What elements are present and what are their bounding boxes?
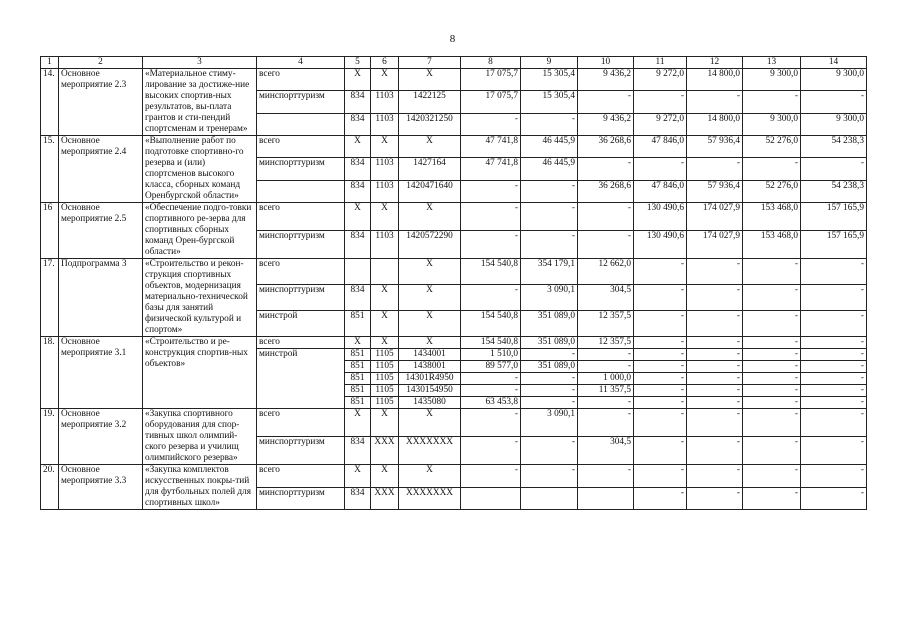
table-cell: 1103 [371,91,399,113]
table-cell: X [371,337,399,349]
table-cell: Подпрограмма 3 [59,259,143,337]
table-cell: X [399,136,461,158]
table-cell: 130 490,6 [634,203,687,231]
table-cell: Основное мероприятие 2.4 [59,136,143,203]
table-cell: - [801,91,867,113]
table-cell: 851 [345,361,371,373]
table-cell: 46 445,9 [521,158,578,180]
table-cell: 1103 [371,158,399,180]
table-cell: 54 238,3 [801,136,867,158]
table-cell: - [743,337,801,349]
header-cell: 11 [634,57,687,69]
table-cell: - [578,361,634,373]
table-cell: 20. [41,465,59,510]
table-cell: 1434001 [399,349,461,361]
table-cell: 1103 [371,231,399,259]
table-cell: X [371,69,399,91]
table-cell: 351 089,0 [521,361,578,373]
table-cell: - [687,397,743,409]
table-cell: минспорттуризм [257,158,345,180]
table-cell: - [634,437,687,465]
table-cell: 18. [41,337,59,409]
table-cell: - [743,385,801,397]
table-cell: Основное мероприятие 3.2 [59,409,143,465]
table-cell: - [634,465,687,488]
table-cell: - [461,180,521,202]
header-cell: 1 [41,57,59,69]
table-cell: - [521,113,578,135]
table-cell: 174 027,9 [687,231,743,259]
table-cell: X [345,203,371,231]
table-cell: 47 846,0 [634,180,687,202]
table-cell: - [743,311,801,337]
table-cell: - [743,158,801,180]
table-cell: - [521,465,578,488]
table-cell: 1105 [371,397,399,409]
table-cell: «Закупка спортивного оборудования для спор-тивных школ олимпий-ского резерва и училищ олимпийского резерва» [143,409,257,465]
table-cell [461,487,521,510]
table-cell: - [687,487,743,510]
table-cell: минстрой [257,349,345,409]
table-cell: 1105 [371,349,399,361]
table-cell: 304,5 [578,285,634,311]
table-cell: 834 [345,91,371,113]
table-header-row [41,57,867,69]
table-cell: 54 238,3 [801,180,867,202]
table-cell: X [345,69,371,91]
table-cell: «Выполнение работ по подготовке спортивно-го резерва и (или) спортсменов высокого класса, сборных команд Оренбургской области» [143,136,257,203]
table-cell: 351 089,0 [521,337,578,349]
table-cell: 89 577,0 [461,361,521,373]
table-cell: - [687,465,743,488]
table-cell: 1 000,0 [578,373,634,385]
table-cell: - [687,259,743,285]
table-cell: 834 [345,180,371,202]
table-cell: XXXXXXX [399,437,461,465]
table-cell: 153 468,0 [743,231,801,259]
table-cell: - [521,397,578,409]
table-cell: 851 [345,397,371,409]
table-cell: Основное мероприятие 2.3 [59,69,143,136]
table-cell: всего [257,136,345,158]
table-cell: - [634,373,687,385]
table-cell: - [687,337,743,349]
page-number: 8 [449,33,456,45]
table-cell: 1105 [371,373,399,385]
table-cell: - [461,231,521,259]
table-cell: 304,5 [578,437,634,465]
table-cell: - [801,361,867,373]
table-cell: - [743,487,801,510]
table-cell: - [801,285,867,311]
table-cell: - [521,180,578,202]
table-cell: - [578,158,634,180]
table-cell: - [461,385,521,397]
table-cell: - [743,259,801,285]
table-cell: X [345,465,371,488]
table-cell: - [687,91,743,113]
table-cell: - [687,285,743,311]
table-cell [257,180,345,202]
table-cell: 47 846,0 [634,136,687,158]
table-cell: XXX [371,487,399,510]
table-cell: - [634,337,687,349]
table-cell: - [521,437,578,465]
table-cell: - [634,259,687,285]
table-cell: X [371,203,399,231]
table-cell: Основное мероприятие 3.3 [59,465,143,510]
table-cell: всего [257,69,345,91]
table-cell: - [801,465,867,488]
table-cell: - [801,487,867,510]
table-cell: 1435080 [399,397,461,409]
table-cell: 154 540,8 [461,259,521,285]
table-cell: - [801,437,867,465]
table-cell: X [399,337,461,349]
table-cell: 11 357,5 [578,385,634,397]
table-cell: 1420471640 [399,180,461,202]
header-cell: 10 [578,57,634,69]
table-cell: 834 [345,158,371,180]
table-cell: X [399,203,461,231]
table-cell: минспорттуризм [257,91,345,113]
header-cell: 7 [399,57,461,69]
table-cell: - [461,409,521,437]
table-cell: 9 272,0 [634,69,687,91]
table-cell: - [801,409,867,437]
table-cell: 19. [41,409,59,465]
table-cell: - [634,285,687,311]
table-cell: «Строительство и рекон-струкция спортивных объектов, модернизация материально-технической базы для занятий физической культурой и спортом» [143,259,257,337]
table-cell: - [461,113,521,135]
table-cell: 851 [345,373,371,385]
table-cell: 36 268,6 [578,180,634,202]
table-cell: 14. [41,69,59,136]
table-cell: 1 510,0 [461,349,521,361]
table-cell: X [399,409,461,437]
table-cell: 9 436,2 [578,69,634,91]
table-cell: 15 305,4 [521,91,578,113]
header-cell: 4 [257,57,345,69]
table-cell: - [743,465,801,488]
table-cell: - [578,409,634,437]
table-row [41,337,867,349]
table-cell [371,259,399,285]
header-cell: 5 [345,57,371,69]
table-cell: 36 268,6 [578,136,634,158]
table-cell: 3 090,1 [521,409,578,437]
table-cell: 154 540,8 [461,337,521,349]
table-cell: 851 [345,349,371,361]
table-cell: 17 075,7 [461,91,521,113]
table-row [41,409,867,437]
table-cell: - [578,231,634,259]
table-cell: - [743,349,801,361]
table-cell: 851 [345,311,371,337]
table-cell: X [399,259,461,285]
table-cell: 9 436,2 [578,113,634,135]
table-cell: - [521,231,578,259]
table-cell: 851 [345,385,371,397]
table-cell [578,487,634,510]
table-cell: - [634,385,687,397]
budget-table [40,56,867,510]
table-cell: 9 300,0 [801,113,867,135]
table-cell: 9 300,0 [801,69,867,91]
table-cell: минстрой [257,311,345,337]
table-cell: - [461,437,521,465]
table-cell: 1105 [371,385,399,397]
table-cell: 52 276,0 [743,180,801,202]
header-cell: 6 [371,57,399,69]
table-cell: всего [257,409,345,437]
table-cell: X [399,311,461,337]
table-cell: - [578,465,634,488]
table-cell: - [801,349,867,361]
table-cell: - [634,311,687,337]
table-cell: 153 468,0 [743,203,801,231]
table-cell: 834 [345,231,371,259]
table-cell: 1420321250 [399,113,461,135]
table-cell: - [801,311,867,337]
table-cell: 14 800,0 [687,69,743,91]
table-cell: - [743,437,801,465]
table-cell: - [578,203,634,231]
table-cell: 351 089,0 [521,311,578,337]
table-cell: 1103 [371,113,399,135]
table-cell: 12 662,0 [578,259,634,285]
table-cell: 3 090,1 [521,285,578,311]
table-cell: 1422125 [399,91,461,113]
table-cell: всего [257,465,345,488]
table-cell: - [687,158,743,180]
table-cell: 17 075,7 [461,69,521,91]
table-row [41,69,867,91]
table-cell: X [345,409,371,437]
table-cell [257,113,345,135]
table-cell: - [743,285,801,311]
header-cell: 12 [687,57,743,69]
table-cell: 9 272,0 [634,113,687,135]
table-cell: - [634,409,687,437]
table-cell: 52 276,0 [743,136,801,158]
table-cell [521,487,578,510]
table-cell: 1430154950 [399,385,461,397]
table-cell: - [461,203,521,231]
table-cell: - [687,361,743,373]
table-cell: 834 [345,437,371,465]
table-cell: XXX [371,437,399,465]
table-cell: минспорттуризм [257,231,345,259]
table-cell: X [399,465,461,488]
table-cell: X [371,136,399,158]
table-cell: 154 540,8 [461,311,521,337]
header-cell: 13 [743,57,801,69]
table-cell: Основное мероприятие 3.1 [59,337,143,409]
table-cell: - [687,437,743,465]
table-cell: - [801,397,867,409]
table-cell: 15. [41,136,59,203]
table-cell: 12 357,5 [578,337,634,349]
table-cell: 17. [41,259,59,337]
table-cell: - [521,349,578,361]
table-cell: 157 165,9 [801,231,867,259]
table-cell: 834 [345,113,371,135]
table-cell: - [578,91,634,113]
table-cell: «Закупка комплектов искусственных покры-тий для футбольных полей для спортивных школ» [143,465,257,510]
table-cell: 63 453,8 [461,397,521,409]
table-cell: 130 490,6 [634,231,687,259]
header-cell: 14 [801,57,867,69]
table-cell: - [801,337,867,349]
table-cell: 14 800,0 [687,113,743,135]
table-cell: 9 300,0 [743,69,801,91]
table-cell: «Материальное стиму-лирование за достиже-ние высоких спортив-ных результатов, вы-плата грантов и сти-пендий спортсменам и тренерам» [143,69,257,136]
table-cell: - [801,385,867,397]
table-cell: 1438001 [399,361,461,373]
table-cell: 834 [345,285,371,311]
table-cell: XXXXXXX [399,487,461,510]
table-cell: - [521,203,578,231]
table-cell: 14301R4950 [399,373,461,385]
header-cell: 9 [521,57,578,69]
table-cell: - [801,373,867,385]
table-cell: - [687,409,743,437]
table-cell: всего [257,203,345,231]
table-cell: 47 741,8 [461,136,521,158]
table-cell: 1427164 [399,158,461,180]
table-cell: минспорттуризм [257,487,345,510]
table-cell: - [743,91,801,113]
table-cell: всего [257,259,345,285]
table-cell: 9 300,0 [743,113,801,135]
table-row [41,136,867,158]
table-cell: Основное мероприятие 2.5 [59,203,143,259]
table-cell: X [345,136,371,158]
table-cell: - [687,349,743,361]
table-row [41,203,867,231]
table-cell: - [687,373,743,385]
header-cell: 2 [59,57,143,69]
table-cell: - [743,409,801,437]
table-cell: 15 305,4 [521,69,578,91]
table-cell [345,259,371,285]
table-cell: 16 [41,203,59,259]
table-cell: «Строительство и ре-конструкция спортив-ных объектов» [143,337,257,409]
table-cell: 174 027,9 [687,203,743,231]
table-cell: «Обеспечение подго-товки спортивного ре-зерва для спортивных сборных команд Орен-бургской области» [143,203,257,259]
table-cell: 1103 [371,180,399,202]
table-cell: - [521,373,578,385]
table-cell: 354 179,1 [521,259,578,285]
table-cell: - [743,361,801,373]
table-cell: - [461,373,521,385]
table-cell: - [801,158,867,180]
table-cell: X [345,337,371,349]
table-cell: - [461,465,521,488]
table-cell: - [634,487,687,510]
table-cell: - [687,385,743,397]
table-cell: X [371,285,399,311]
table-cell: - [634,397,687,409]
table-cell: 834 [345,487,371,510]
table-cell: - [578,349,634,361]
table-cell: 12 357,5 [578,311,634,337]
table-cell: - [743,397,801,409]
table-cell: 1105 [371,361,399,373]
table-cell: - [801,259,867,285]
table-cell: - [634,158,687,180]
table-cell: X [399,285,461,311]
table-cell: 57 936,4 [687,136,743,158]
table-cell: X [371,409,399,437]
table-cell: - [461,285,521,311]
table-cell: - [521,385,578,397]
table-cell: минспорттуризм [257,285,345,311]
table-cell: X [371,465,399,488]
table-cell: минспорттуризм [257,437,345,465]
table-cell: - [743,373,801,385]
table-cell: - [634,361,687,373]
table-row [41,259,867,285]
table-cell: 46 445,9 [521,136,578,158]
table-cell: 57 936,4 [687,180,743,202]
table-cell: - [634,91,687,113]
table-cell: всего [257,337,345,349]
header-cell: 3 [143,57,257,69]
table-body [41,57,867,510]
header-cell: 8 [461,57,521,69]
table-row [41,465,867,488]
table-cell: - [634,349,687,361]
table-cell: X [371,311,399,337]
table-cell: X [399,69,461,91]
table-cell: 157 165,9 [801,203,867,231]
table-cell: - [578,397,634,409]
table-cell: 47 741,8 [461,158,521,180]
table-cell: - [687,311,743,337]
table-cell: 1420572290 [399,231,461,259]
